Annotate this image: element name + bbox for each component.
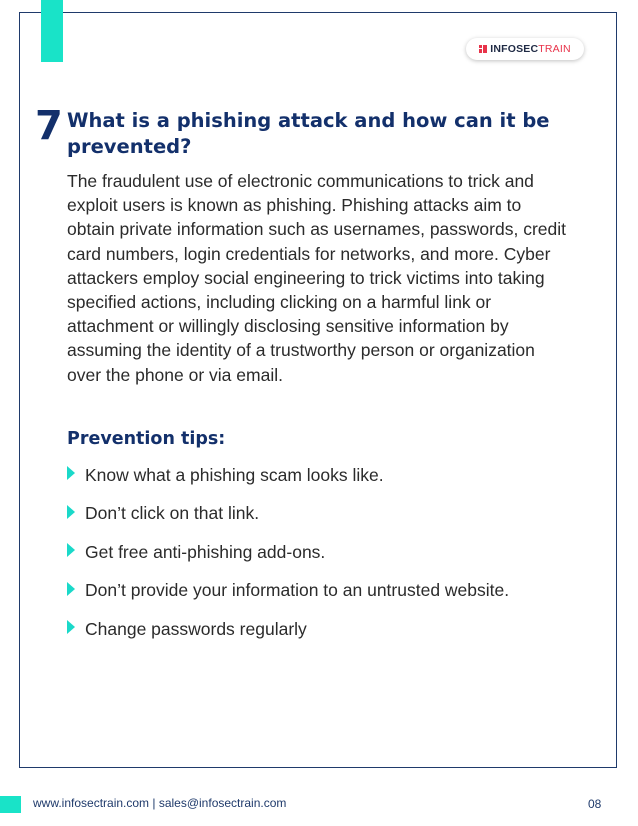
tip-text: Get free anti-phishing add-ons. [85, 541, 326, 562]
bullet-arrow-icon [67, 466, 75, 480]
footer-accent-square [0, 796, 21, 813]
bullet-arrow-icon [67, 620, 75, 634]
bullet-arrow-icon [67, 582, 75, 596]
tip-item [67, 579, 509, 603]
logo-text-red: TRAIN [538, 43, 571, 55]
logo-text-dark: INFOSEC [490, 43, 539, 55]
accent-bar [41, 0, 63, 62]
tip-item [67, 540, 509, 564]
page-number: 08 [588, 797, 602, 811]
question-number: 7 [35, 103, 63, 149]
bullet-arrow-icon [67, 543, 75, 557]
tip-text: Know what a phishing scam looks like. [85, 464, 384, 485]
question-body: The fraudulent use of electronic communications to trick and exploit users is known as phishing. Phishing attacks aim to obtain private information such as usernames, passwords, credit card numbers, login credentials for networks, and more. Cyber attackers employ social engineering to trick victims into taking specified actions, including clicking on a harmful link or attachment or willingly disclosing sensitive information by assuming the identity of a trustworthy person or organization over the phone or via email. [67, 171, 566, 385]
tip-text: Change passwords regularly [85, 618, 307, 639]
tip-text: Don’t click on that link. [85, 503, 260, 523]
question-title: What is a phishing attack and how can it be prevented? [67, 109, 550, 158]
tip-item [67, 463, 509, 487]
bullet-arrow-icon [67, 505, 75, 519]
prevention-tips-list [67, 463, 509, 656]
tip-item [67, 617, 509, 641]
logo-mark-icon [479, 45, 487, 53]
footer-contact: www.infosectrain.com | sales@infosectrain.com [33, 796, 287, 810]
infosectrain-logo [466, 38, 584, 60]
tip-text: Don’t provide your information to an untrusted website. [85, 580, 510, 600]
prevention-heading: Prevention tips: [67, 429, 226, 449]
tip-item [67, 502, 509, 526]
